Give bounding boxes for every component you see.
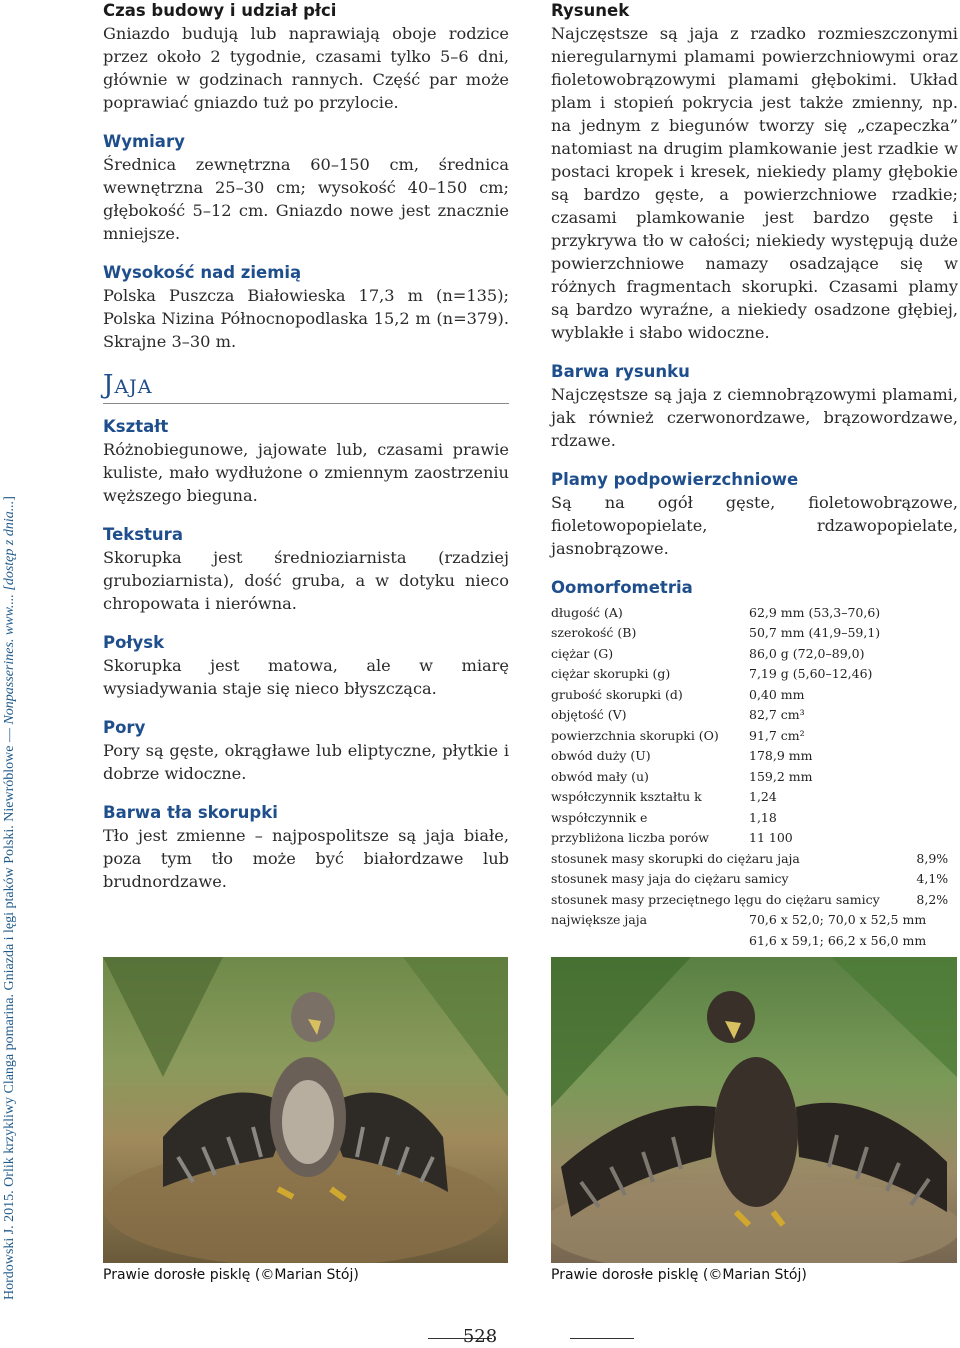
citation-end: ] [2, 496, 17, 501]
row-label: współczynnik kształtu k [551, 789, 702, 805]
row-label: ciężar (G) [551, 645, 614, 661]
heading-plamy: Plamy podpowierzchniowe [551, 470, 799, 489]
text-ksztalt: Różnobiegunowe, jajowate lub, czasami prawie kuliste, mało wydłużone o zmiennym zaostrzeniu węższego bieguna. [103, 440, 509, 505]
photo-eaglet-right [551, 957, 957, 1263]
table-row [551, 643, 948, 664]
row-label: objętość (V) [551, 707, 627, 723]
row-label: ciężar skorupki (g) [551, 666, 671, 682]
table-row [551, 684, 948, 705]
heading-ksztalt: Kształt [103, 417, 169, 436]
row-value: 1,24 [749, 789, 777, 805]
sidebar-citation [2, 380, 18, 1300]
text-rysunek: Najczęstsze są jaja z rzadko rozmieszczonymi nieregularnymi plamami powierzchniowymi oraz fioletowobrązowymi plamami głębokimi. Układ plam i stopień pokrycia jest także zmienny, np. na jednym z biegunów tworzy się „czapeczka” natomiast na drugim plamkowanie jest rzadkie w postaci kropek i kresek, niekiedy plamy głębokie są bardzo gęste, a powierzchniowe rzadkie; czasami plamkowanie jest bardzo gęste i przykrywa tło w całości; niekiedy występują duże powierzchniowe namazy osadzające się w różnych fragmentach skorupki. Czasami plamy są bardzo wyraźne, a niekiedy osadzone głębiej, wyblakłe i słabo widoczne. [551, 24, 958, 342]
row-value: 178,9 mm [749, 748, 813, 764]
ratio-value: 8,9% [916, 850, 949, 866]
table-row [551, 705, 948, 726]
table-row [551, 746, 948, 767]
eaglet-photo-image [103, 957, 508, 1263]
row-label: przybliżona liczba porów [551, 830, 709, 846]
ratio-label: stosunek masy jaja do ciężaru samicy [551, 871, 789, 887]
row-label: powierzchnia skorupki (O) [551, 727, 719, 743]
row-value: 1,18 [749, 809, 777, 825]
ratio-label: stosunek masy przeciętnego lęgu do ciężaru samicy [551, 891, 880, 907]
table-row [551, 930, 948, 951]
page-number: 528 [462, 1326, 498, 1347]
text-wymiary: Średnica zewnętrzna 60–150 cm, średnica wewnętrzna 25–30 cm; wysokość 40–150 cm; głębokość 5–12 cm. Gniazdo nowe jest znacznie mniejsze. [103, 155, 509, 243]
text-barwa-rysunku: Najczęstsze są jaja z ciemnobrązowymi plamami, jak również czerwonordzawe, brązowordzawe, rdzawe. [551, 385, 958, 450]
row-value: 0,40 mm [749, 686, 805, 702]
heading-wysokosc: Wysokość nad ziemią [103, 263, 302, 282]
text-pory: Pory są gęste, okrągławe lub eliptyczne, płytkie i dobrze widoczne. [103, 741, 509, 783]
table-row [551, 766, 948, 787]
table-row [551, 828, 948, 849]
heading-wymiary: Wymiary [103, 132, 185, 151]
text-plamy: Są na ogół gęste, fioletowobrązowe, fioletowopopielate, rdzawopopielate, jasnobrązowe. [551, 493, 958, 558]
heading-oomorfometria: Oomorfometria [551, 578, 693, 597]
oomorfometria-table [551, 602, 948, 951]
row-value: 62,9 mm (53,3–70,6) [749, 604, 881, 620]
heading-barwa-rysunku: Barwa rysunku [551, 362, 690, 381]
page-number-rule-right [570, 1338, 634, 1339]
heading-barwa-tla: Barwa tła skorupki [103, 803, 278, 822]
ratio-value: 4,1% [916, 871, 949, 887]
left-column [103, 0, 509, 910]
table-row [551, 889, 948, 910]
row-value: 91,7 cm² [749, 727, 805, 743]
largest-label: największe jaja [551, 912, 648, 928]
row-label: długość (A) [551, 604, 623, 620]
heading-tekstura: Tekstura [103, 525, 183, 544]
table-row [551, 807, 948, 828]
table-row [551, 848, 948, 869]
row-value: 11 100 [749, 830, 793, 846]
heading-czas-budowy: Czas budowy i udział płci [103, 1, 337, 20]
citation-series: Nonpasserines. www.... [dostęp z dnia... [2, 500, 17, 725]
row-label: współczynnik e [551, 809, 648, 825]
photo-caption-left: Prawie dorosłe pisklę (©Marian Stój) [103, 1267, 359, 1283]
text-tekstura: Skorupka jest średnioziarnista (rzadziej gruboziarnista), dość gruba, a w dotyku nieco chropowata i nierówna. [103, 548, 509, 613]
largest-value-1: 70,6 x 52,0; 70,0 x 52,5 mm [749, 912, 927, 928]
row-label: obwód duży (U) [551, 748, 651, 764]
row-label: szerokość (B) [551, 625, 637, 641]
section-title-first: J [103, 370, 115, 400]
text-barwa-tla: Tło jest zmienne – najpospolitsze są jaja białe, poza tym tło może być białordzawe lub brudnordzawe. [103, 826, 509, 891]
table-row [551, 602, 948, 623]
largest-value-2: 61,6 x 59,1; 66,2 x 56,0 mm [749, 932, 927, 948]
text-czas-budowy: Gniazdo budują lub naprawiają oboje rodzice przez około 2 tygodnie, czasami tylko 5–6 dni, głównie w godzinach rannych. Część par może poprawiać gniazdo tuż po przylocie. [103, 24, 509, 112]
ratio-value: 8,2% [916, 891, 949, 907]
row-label: obwód mały (u) [551, 768, 649, 784]
section-title-rest: AJA [114, 376, 153, 398]
section-title-jaja [103, 370, 509, 404]
eaglet-photo-image-2 [551, 957, 957, 1263]
table-row [551, 787, 948, 808]
row-label: grubość skorupki (d) [551, 686, 683, 702]
table-row [551, 725, 948, 746]
row-value: 86,0 g (72,0–89,0) [749, 645, 865, 661]
citation-text: Hordowski J. 2015. Orlik krzykliwy Clanga pomarina. Gniazda i lęgi ptaków Polski. Niewróblowe — [2, 724, 17, 1300]
table-row [551, 910, 948, 931]
table-row [551, 623, 948, 644]
row-value: 50,7 mm (41,9–59,1) [749, 625, 881, 641]
table-row [551, 869, 948, 890]
photo-eaglet-left [103, 957, 508, 1263]
row-value: 7,19 g (5,60–12,46) [749, 666, 873, 682]
text-wysokosc: Polska Puszcza Białowieska 17,3 m (n=135); Polska Nizina Północnopodlaska 15,2 m (n=379). Skrajne 3–30 m. [103, 286, 509, 351]
heading-polysk: Połysk [103, 633, 165, 652]
row-value: 159,2 mm [749, 768, 813, 784]
ratio-label: stosunek masy skorupki do ciężaru jaja [551, 850, 800, 866]
heading-rysunek: Rysunek [551, 1, 630, 20]
text-polysk: Skorupka jest matowa, ale w miarę wysiadywania staje się nieco błyszcząca. [103, 656, 509, 698]
right-column [551, 0, 958, 951]
heading-pory: Pory [103, 718, 146, 737]
table-row [551, 664, 948, 685]
photo-caption-right: Prawie dorosłe pisklę (©Marian Stój) [551, 1267, 807, 1283]
row-value: 82,7 cm³ [749, 707, 805, 723]
